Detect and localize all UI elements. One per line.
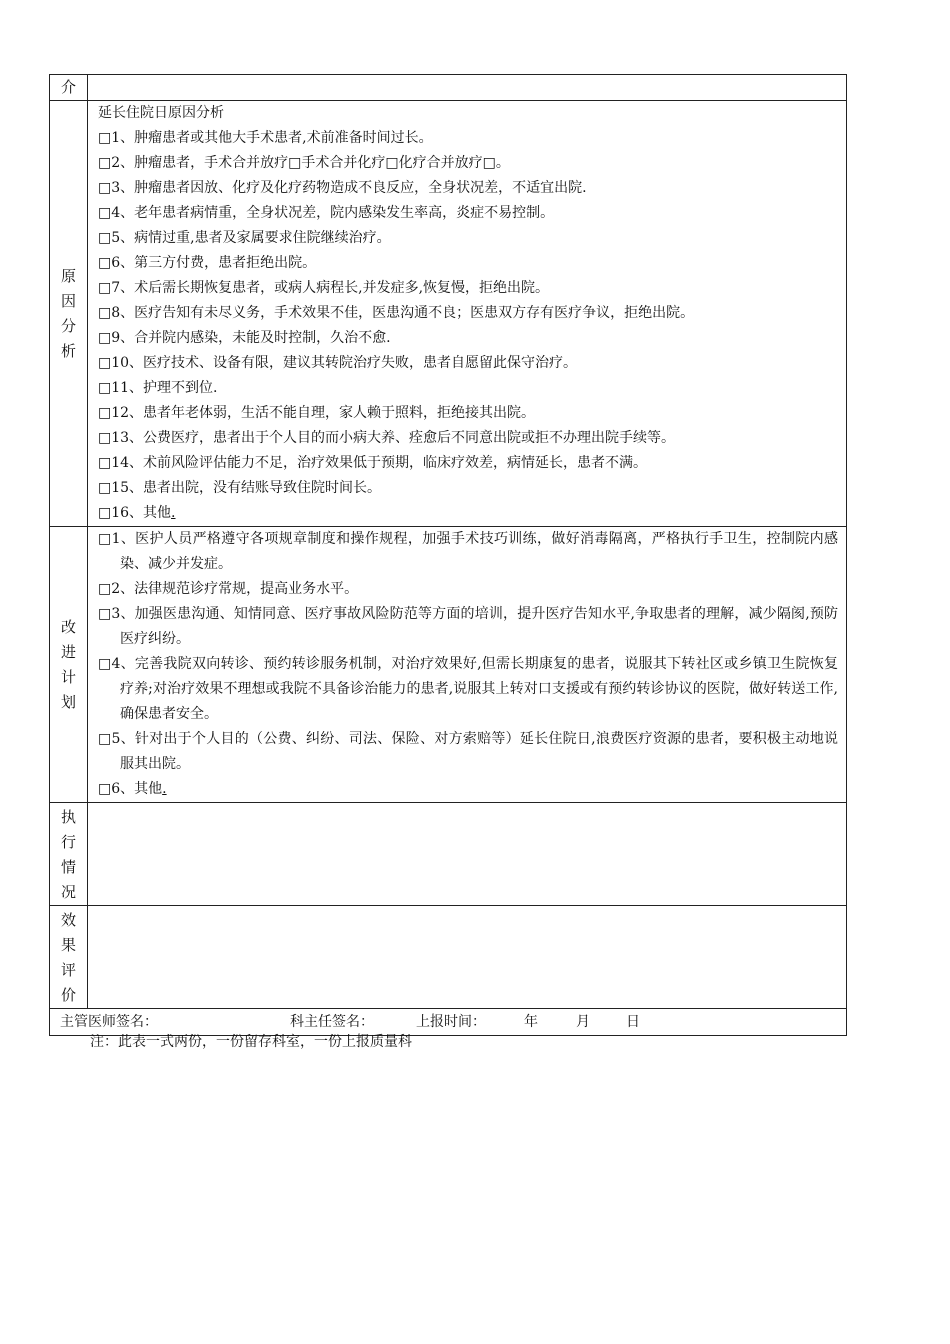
cause-analysis-content (88, 101, 847, 527)
report-time-label: 上报时间： (416, 1013, 486, 1030)
plan-item-3[interactable]: □3、加强医患沟通、知情同意、医疗事故风险防范等方面的培训，提升医疗告知水平,争取患者的理解，减少隔阂,预防医疗纠纷。 (98, 606, 838, 647)
execution-label-char: 执 (60, 808, 76, 826)
evaluation-content[interactable] (88, 906, 847, 1009)
intro-label-text: 介 (60, 78, 76, 96)
evaluation-label-char: 效 (60, 911, 76, 929)
cause-item-16-text: □16、其他 (98, 505, 172, 521)
cause-item-15[interactable]: □15、患者出院，没有结账导致住院时间长。 (98, 480, 382, 496)
report-month-label: 月 (576, 1013, 590, 1030)
cause-item-8[interactable]: □8、医疗告知有未尽义务，手术效果不佳，医患沟通不良；医患双方存有医疗争议，拒绝出院。 (98, 305, 695, 321)
evaluation-label-char: 价 (60, 986, 76, 1004)
cause-item-2[interactable]: □2、肿瘤患者，手术合并放疗□手术合并化疗□化疗合并放疗□。 (98, 155, 510, 171)
report-day-label: 日 (626, 1013, 640, 1030)
cause-item-14[interactable]: □14、术前风险评估能力不足，治疗效果低于预期，临床疗效差，病情延长，患者不满。 (98, 455, 648, 471)
cause-item-11[interactable]: □11、护理不到位. (98, 380, 218, 396)
execution-label-char: 情 (60, 858, 76, 876)
improvement-plan-content (88, 527, 847, 803)
execution-label-char: 行 (60, 833, 76, 851)
plan-label-char: 划 (60, 692, 76, 711)
report-year-label: 年 (524, 1013, 538, 1030)
plan-item-2[interactable]: □2、法律规范诊疗常规，提高业务水平。 (98, 581, 359, 597)
evaluation-label (50, 906, 88, 1009)
cause-item-16[interactable] (98, 501, 838, 526)
plan-label-char: 改 (60, 617, 76, 636)
execution-label-char: 况 (60, 883, 76, 901)
intro-content[interactable] (88, 75, 847, 101)
evaluation-row (50, 906, 847, 1009)
cause-analysis-label (50, 101, 88, 527)
form-note: 注：此表一式两份，一份留存科室，一份上报质量科 (90, 1034, 412, 1050)
plan-item-1[interactable]: □1、医护人员严格遵守各项规章制度和操作规程，加强手术技巧训练，做好消毒隔离，严格执行手卫生，控制院内感染、减少并发症。 (98, 531, 838, 572)
execution-row (50, 803, 847, 906)
report-form-table (49, 74, 847, 1036)
improvement-plan-row (50, 527, 847, 803)
cause-heading: 延长住院日原因分析 (98, 105, 224, 121)
evaluation-label-char: 评 (60, 961, 76, 979)
plan-item-5[interactable]: □5、针对出于个人目的（公费、纠纷、司法、保险、对方索赔等）延长住院日,浪费医疗资源的患者，要积极主动地说服其出院。 (98, 731, 838, 772)
cause-analysis-row (50, 101, 847, 527)
plan-label-char: 计 (60, 667, 76, 686)
cause-item-12[interactable]: □12、患者年老体弱，生活不能自理，家人赖于照料，拒绝接其出院。 (98, 405, 536, 421)
department-director-signature-label: 科主任签名： (290, 1013, 374, 1030)
cause-label-char: 原 (60, 266, 76, 285)
cause-label-char: 因 (60, 291, 76, 310)
cause-item-5[interactable]: □5、病情过重,患者及家属要求住院继续治疗。 (98, 230, 391, 246)
cause-item-7[interactable]: □7、术后需长期恢复患者，或病人病程长,并发症多,恢复慢，拒绝出院。 (98, 280, 550, 296)
execution-label (50, 803, 88, 906)
plan-item-6-text: □6、其他 (98, 781, 163, 797)
cause-item-16-blank: . (171, 505, 176, 521)
plan-item-6[interactable] (98, 777, 838, 802)
cause-label-char: 析 (60, 341, 76, 360)
execution-content[interactable] (88, 803, 847, 906)
cause-item-3[interactable]: □3、肿瘤患者因放、化疗及化疗药物造成不良反应，全身状况差，不适宜出院. (98, 180, 587, 196)
cause-item-6[interactable]: □6、第三方付费，患者拒绝出院。 (98, 255, 317, 271)
cause-item-4[interactable]: □4、老年患者病情重，全身状况差，院内感染发生率高，炎症不易控制。 (98, 205, 555, 221)
intro-row (50, 75, 847, 101)
plan-item-4[interactable]: □4、完善我院双向转诊、预约转诊服务机制，对治疗效果好,但需长期康复的患者，说服其下转社区或乡镇卫生院恢复疗养;对治疗效果不理想或我院不具备诊治能力的患者,说服其上转对口支援或有预约转诊协议的医院，做好转送工作,确保患者安全。 (98, 656, 838, 722)
cause-item-9[interactable]: □9、合并院内感染，未能及时控制，久治不愈. (98, 330, 391, 346)
plan-label-char: 进 (60, 642, 76, 661)
cause-item-13[interactable]: □13、公费医疗，患者出于个人目的而小病大养、痊愈后不同意出院或拒不办理出院手续等。 (98, 430, 676, 446)
cause-item-10[interactable]: □10、医疗技术、设备有限，建议其转院治疗失败，患者自愿留此保守治疗。 (98, 355, 578, 371)
cause-label-char: 分 (60, 316, 76, 335)
improvement-plan-label (50, 527, 88, 803)
intro-label (50, 75, 88, 101)
evaluation-label-char: 果 (60, 936, 76, 954)
cause-item-1[interactable]: □1、肿瘤患者或其他大手术患者,术前准备时间过长。 (98, 130, 433, 146)
attending-physician-signature-label: 主管医师签名： (60, 1013, 158, 1030)
plan-item-6-blank: . (162, 781, 167, 797)
